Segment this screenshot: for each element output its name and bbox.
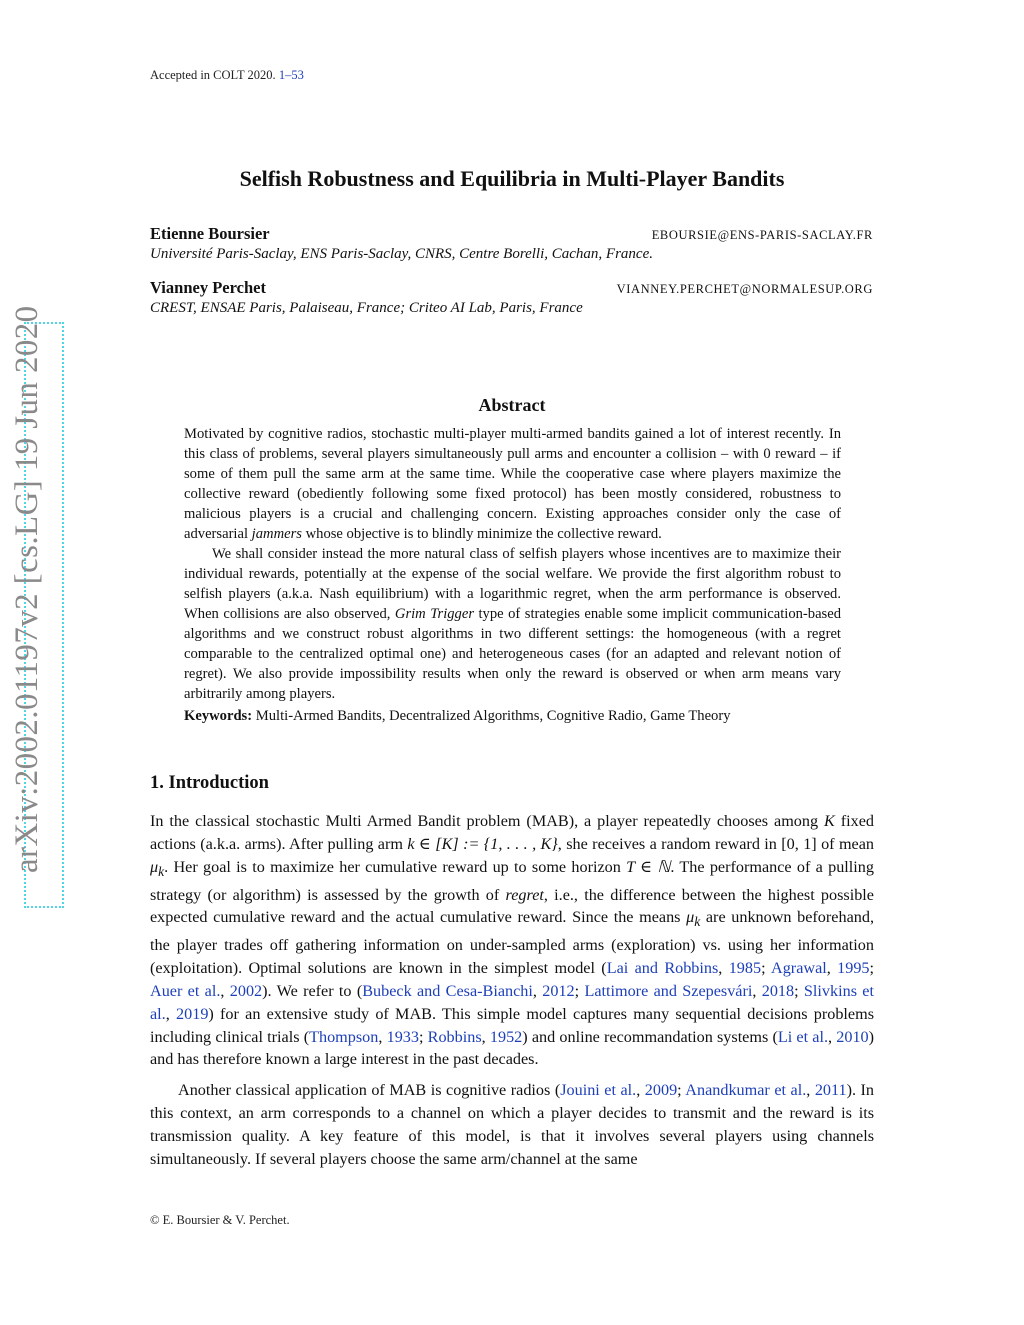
body-text: In the classical stochastic Multi Armed Bandit problem (MAB), a player repeatedly chooses among [150, 812, 824, 830]
pages-link[interactable]: 1–53 [278, 68, 304, 82]
body-text: ; [574, 982, 585, 1001]
math-inline: K [824, 812, 835, 830]
body-text: fixed actions (a.k.a. arms). After pulling arm [150, 812, 874, 853]
citation-year-link[interactable]: 2011 [814, 1081, 847, 1100]
copyright-footer: © E. Boursier & V. Perchet. [150, 1213, 290, 1227]
citation-link[interactable]: Robbins [427, 1027, 482, 1046]
citation-link[interactable]: Auer et al. [150, 982, 221, 1001]
body-text: Another classical application of MAB is cognitive radios ( [178, 1081, 561, 1100]
body-text: ; [761, 959, 772, 978]
body-text: of mean [816, 834, 874, 853]
math-inline: T ∈ ℕ [626, 857, 671, 876]
abstract-emphasis: Grim Trigger [394, 606, 475, 622]
body-text: , [718, 959, 729, 978]
abstract-paragraph [184, 424, 841, 544]
math-inline: [0, 1] [781, 834, 817, 853]
body-text: ; [677, 1081, 686, 1100]
author-affiliation: CREST, ENSAE Paris, Palaiseau, France; Criteo AI Lab, Paris, France [150, 300, 583, 316]
body-text: , [165, 1004, 177, 1023]
body-text: , [826, 959, 838, 978]
author-affiliation: Université Paris-Saclay, ENS Paris-Saclay, CNRS, Centre Borelli, Cachan, France. [150, 246, 653, 262]
abstract-emphasis: jammers [251, 526, 302, 542]
citation-year-link[interactable]: 2018 [761, 982, 795, 1001]
author-row-2 [150, 278, 873, 298]
body-text: , [378, 1027, 387, 1046]
author-email[interactable]: VIANNEY.PERCHET@NORMALESUP.ORG [616, 282, 873, 296]
author-email[interactable]: EBOURSIE@ENS-PARIS-SACLAY.FR [651, 228, 873, 242]
intro-paragraph [150, 810, 874, 1071]
citation-year-link[interactable]: 1952 [489, 1027, 523, 1046]
body-text: ; [794, 982, 804, 1001]
body-text: . The performance of a pulling strategy (or algorithm) is assessed by the growth of [150, 857, 874, 904]
venue-header [150, 68, 304, 83]
arxiv-stamp[interactable]: arXiv:2002.01197v2 [cs.LG] 19 Jun 2020 [9, 305, 45, 873]
citation-year-link[interactable]: 2002 [229, 982, 263, 1001]
intro-paragraph [150, 1079, 874, 1170]
body-text: . Her goal is to maximize her cumulative reward up to some horizon [164, 857, 627, 876]
introduction-body [150, 810, 874, 1178]
abstract-text: whose objective is to blindly minimize the collective reward. [301, 526, 662, 542]
math-subscript: k [694, 914, 701, 930]
body-text: , [481, 1027, 490, 1046]
author-name: Etienne Boursier [150, 224, 270, 243]
citation-link[interactable]: Lai and Robbins [606, 959, 719, 978]
body-text: , [752, 982, 762, 1001]
abstract-text: type of strategies enable some implicit communication-based algorithms and we construct robust algorithms in two different settings: the homogeneous (with a regret comparable to the centralized optimal one) and heterogeneous cases (for an adapted and relevant notion of regret). We also provide impossibility results when only the reward is observed or when arm means vary arbitrarily among players. [184, 606, 842, 702]
citation-link[interactable]: Lattimore and Szepesvári [584, 982, 753, 1001]
body-text: , she receives a random reward in [557, 834, 782, 853]
math-inline: μ [686, 908, 695, 927]
body-text: , [220, 982, 230, 1001]
citation-link[interactable]: Jouini et al. [560, 1081, 637, 1100]
citation-year-link[interactable]: 1985 [728, 959, 762, 978]
citation-link[interactable]: Bubeck and Cesa-Bianchi [362, 982, 533, 1001]
body-text: , [636, 1081, 645, 1100]
author-name: Vianney Perchet [150, 278, 266, 297]
body-text: ) for an extensive study of MAB. This simple model captures many sequential decisions problems including clinical trials ( [150, 1004, 875, 1046]
body-text: are unknown beforehand, the player trades off gathering information on under-sampled arms (exploration) vs. using her information (exploitation). Optimal solutions are known in the simplest model ( [150, 908, 874, 978]
body-text: , [806, 1081, 815, 1100]
paper-title: Selfish Robustness and Equilibria in Multi-Player Bandits [239, 166, 785, 191]
abstract-text: We shall consider instead the more natural class of selfish players whose incentives are to maximize their individual rewards, potentially at the expense of the social welfare. We provide the first algorithm robust to selfish players (a.k.a. Nash equilibrium) with a logarithmic regret, when the arm performance is observed. When collisions are also observed, [184, 546, 841, 622]
section-heading-introduction: 1. Introduction [150, 773, 269, 793]
citation-year-link[interactable]: 2012 [542, 982, 575, 1001]
body-text: , i.e., the difference between the highest possible expected cumulative reward and the actual cumulative reward. Since the means [150, 885, 874, 927]
citation-year-link[interactable]: 2010 [836, 1027, 869, 1046]
author-row-1 [150, 224, 873, 244]
venue-text: Accepted in COLT 2020. [150, 68, 279, 82]
body-text: ) and online recommandation systems ( [522, 1027, 778, 1046]
abstract-text: Motivated by cognitive radios, stochastic multi-player multi-armed bandits gained a lot of interest recently. In this class of problems, several players simultaneously pull arms and encounter a collision – with 0 reward – if some of them pull the same arm at the same time. While the cooperative case where players maximize the collective reward (obediently following some fixed protocol) has been mostly considered, robustness to malicious players is a crucial and challenging concern. Existing approaches consider only the case of adversarial [184, 426, 841, 542]
body-text: , [828, 1027, 837, 1046]
abstract-heading: Abstract [478, 395, 546, 415]
keywords-label: Keywords: [184, 708, 253, 724]
body-text: ). In this context, an arm corresponds to a channel on which a player decides to transmit and the reward is its transmission quality. A key feature of this model, is that it involves several players using channels simultaneously. If several players choose the same arm/channel at the same [150, 1081, 875, 1168]
body-text: ). We refer to ( [262, 982, 363, 1001]
citation-link[interactable]: Li et al. [777, 1027, 829, 1046]
body-text: ) and has therefore known a large interest in the past decades. [150, 1027, 875, 1069]
citation-link[interactable]: Slivkins et al. [150, 982, 874, 1023]
math-inline: k ∈ [K] := {1, . . . , K} [407, 834, 558, 853]
keywords-line [184, 706, 841, 726]
abstract-body [184, 424, 841, 726]
emphasis: regret [505, 885, 544, 904]
citation-link[interactable]: Agrawal [771, 959, 827, 978]
citation-year-link[interactable]: 1995 [837, 959, 870, 978]
citation-year-link[interactable]: 2009 [644, 1081, 678, 1100]
citation-year-link[interactable]: 2019 [176, 1004, 209, 1023]
math-inline: μ [150, 857, 159, 876]
citation-year-link[interactable]: 1933 [386, 1027, 419, 1046]
citation-link[interactable]: Anandkumar et al. [685, 1081, 807, 1100]
math-subscript: k [158, 863, 165, 879]
body-text: ; [418, 1027, 428, 1046]
keywords-text: Multi-Armed Bandits, Decentralized Algorithms, Cognitive Radio, Game Theory [252, 708, 731, 724]
body-text: , [532, 982, 543, 1001]
abstract-paragraph [184, 544, 841, 704]
citation-link[interactable]: Thompson [309, 1027, 379, 1046]
body-text: ; [869, 959, 875, 978]
